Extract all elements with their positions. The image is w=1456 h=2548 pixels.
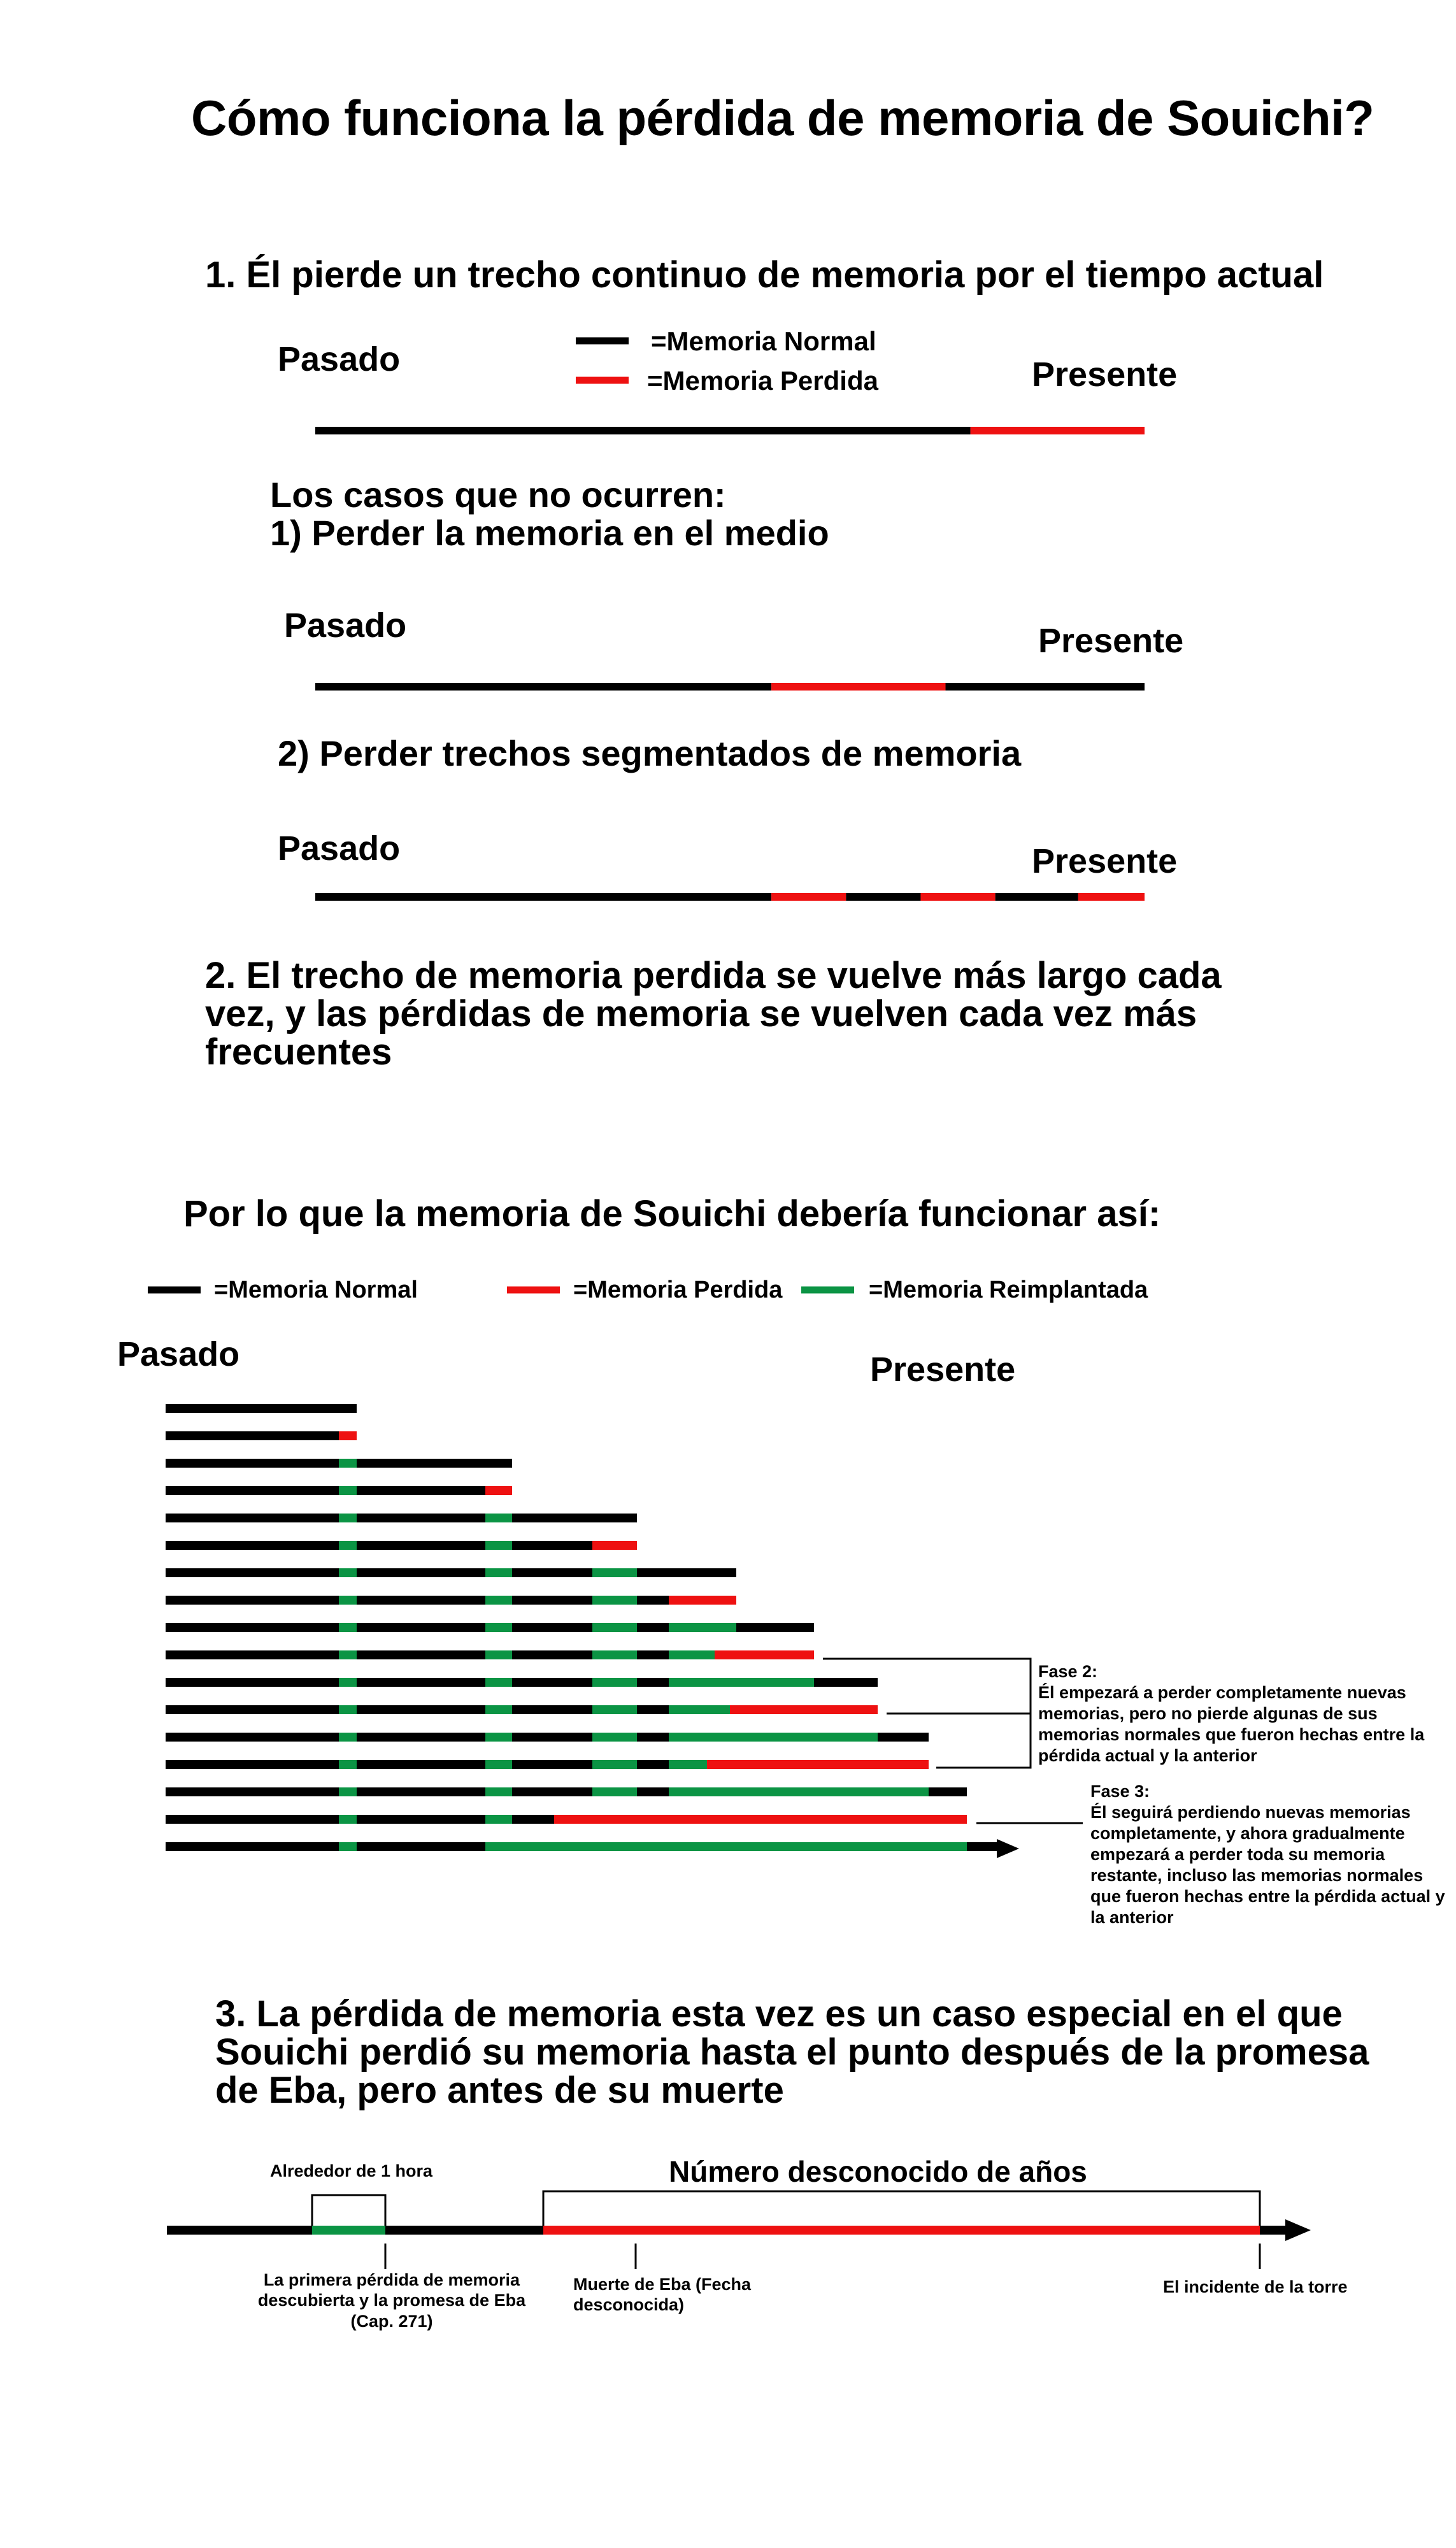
around-1-hour-label: Alrededor de 1 hora — [270, 2161, 433, 2180]
legend-1 — [576, 341, 629, 380]
section1-heading: 1. Él pierde un trecho continuo de memoria por el tiempo actual — [205, 254, 1324, 296]
case1-past-label: Pasado — [284, 606, 407, 645]
main-present-label: Presente — [1032, 355, 1178, 394]
phase2-title: Fase 2: — [1038, 1662, 1098, 1681]
page-title: Cómo funciona la pérdida de memoria de Souichi? — [191, 90, 1374, 146]
cases-heading: Los casos que no ocurren: — [270, 475, 726, 515]
phase3-annotation — [1090, 1781, 1453, 1928]
phase3-title: Fase 3: — [1090, 1782, 1150, 1801]
case2-present-label: Presente — [1032, 842, 1178, 880]
case1-heading: 1) Perder la memoria en el medio — [270, 513, 829, 553]
phase2-text: Él empezará a perder completamente nuevas memorias, pero no pierde algunas de sus memorias normales que fueron hechas entre la pérdida actual y la anterior — [1038, 1682, 1425, 1765]
legend2-normal-label: =Memoria Normal — [214, 1277, 418, 1303]
case1-present-label: Presente — [1038, 622, 1184, 660]
legend2-lost-label: =Memoria Perdida — [573, 1277, 783, 1303]
section2-heading-line3: frecuentes — [205, 1031, 392, 1073]
tower-incident-label: El incidente de la torre — [1163, 2277, 1348, 2296]
legend2-reimplanted-label: =Memoria Reimplantada — [869, 1277, 1148, 1303]
main-past-label: Pasado — [278, 340, 401, 378]
section2-heading-line1: 2. El trecho de memoria perdida se vuelve más largo cada — [205, 955, 1222, 996]
eba-death-label: Muerte de Eba (Fecha desconocida) — [573, 2275, 752, 2315]
phase3-text: Él seguirá perdiendo nuevas memorias completamente, y ahora gradualmente empezará a perder toda su memoria restante, incluso las memorias normales que fueron hechas entre la pérdida actual y la anterior — [1090, 1802, 1445, 1927]
unknown-years-label: Número desconocido de años — [669, 2155, 1087, 2188]
legend-lost-label: =Memoria Perdida — [647, 366, 878, 396]
section3-heading-line3: de Eba, pero antes de su muerte — [215, 2070, 784, 2111]
final-timeline — [167, 2219, 1311, 2241]
section3-heading-line1: 3. La pérdida de memoria esta vez es un caso especial en el que — [215, 1993, 1343, 2035]
section2-subheading: Por lo que la memoria de Souichi debería funcionar así: — [183, 1193, 1161, 1235]
stair-present-label: Presente — [870, 1350, 1016, 1389]
section2-heading-line2: vez, y las pérdidas de memoria se vuelven cada vez más — [205, 993, 1197, 1034]
phase2-annotation — [1038, 1661, 1452, 1766]
memory-stair-chart — [166, 1408, 997, 1847]
first-loss-label: La primera pérdida de memoria descubierta y la promesa de Eba (Cap. 271) — [257, 2270, 526, 2331]
stair-arrow-head — [997, 1839, 1019, 1858]
stair-past-label: Pasado — [117, 1335, 240, 1373]
legend-normal-label: =Memoria Normal — [651, 326, 876, 356]
one-hour-bracket — [312, 2195, 385, 2226]
section3-heading-line2: Souichi perdió su memoria hasta el punto después de la promesa — [215, 2031, 1369, 2073]
unknown-years-bracket — [543, 2191, 1260, 2226]
case2-heading: 2) Perder trechos segmentados de memoria — [278, 733, 1022, 773]
final-arrow-head — [1285, 2219, 1311, 2241]
case2-past-label: Pasado — [278, 829, 401, 868]
